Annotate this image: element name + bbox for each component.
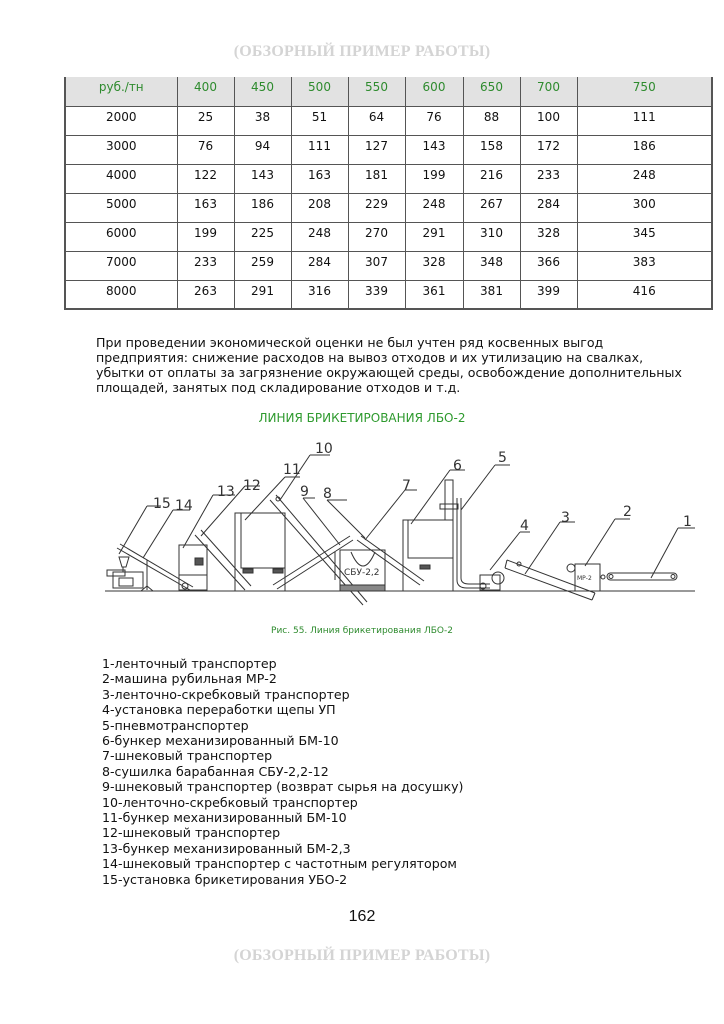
label-12: 12: [243, 478, 261, 494]
table-cell: 300: [577, 193, 712, 222]
table-row: [65, 222, 712, 251]
legend-item: 12-шнековый транспортер: [102, 825, 281, 841]
label-5: 5: [498, 450, 507, 466]
equipment-legend: [102, 656, 463, 887]
table-cell: 199: [177, 222, 234, 251]
label-3: 3: [561, 510, 570, 526]
label-2: 2: [623, 504, 632, 520]
legend-item: 5-пневмотранспортер: [102, 717, 249, 733]
svg-text:СБУ-2,2: СБУ-2,2: [344, 568, 380, 578]
table-cell: 163: [291, 164, 348, 193]
paragraph-line: При проведении экономической оценки не был учтен ряд косвенных выгод: [96, 335, 604, 350]
legend-item: 7-шнековый транспортер: [102, 748, 273, 764]
table-cell: 361: [405, 280, 463, 309]
table-cell: 186: [234, 193, 291, 222]
header-cell: 400: [177, 77, 234, 106]
table-row: [65, 251, 712, 280]
table-cell: 381: [463, 280, 520, 309]
legend-item: 10-ленточно-скребковый транспортер: [102, 794, 358, 810]
header-cell: 550: [348, 77, 405, 106]
table-cell: 186: [577, 135, 712, 164]
label-13: 13: [217, 484, 235, 500]
table-cell: 143: [234, 164, 291, 193]
legend-item: 4-установка переработки щепы УП: [102, 702, 336, 718]
header-cell: 700: [520, 77, 577, 106]
table-cell: 267: [463, 193, 520, 222]
table-cell: 263: [177, 280, 234, 309]
legend-item: 11-бункер механизированный БМ-10: [102, 810, 347, 826]
table-cell: 345: [577, 222, 712, 251]
table-cell: 225: [234, 222, 291, 251]
paragraph-line: убытки от оплаты за загрязнение окружающей среды, освобождение дополнительных: [96, 365, 682, 380]
table-cell: 4000: [65, 164, 177, 193]
table-cell: 316: [291, 280, 348, 309]
legend-item: 14-шнековый транспортер с частотным регулятором: [102, 856, 457, 872]
table-cell: 8000: [65, 280, 177, 309]
table-cell: 339: [348, 280, 405, 309]
table-cell: 199: [405, 164, 463, 193]
label-8: 8: [323, 486, 332, 502]
table-row: [65, 280, 712, 309]
table-cell: 328: [520, 222, 577, 251]
label-11: 11: [283, 462, 301, 478]
table-cell: 3000: [65, 135, 177, 164]
label-14: 14: [175, 498, 193, 514]
table-row: [65, 164, 712, 193]
svg-text:МР-2: МР-2: [577, 575, 592, 582]
table-cell: 172: [520, 135, 577, 164]
table-cell: 7000: [65, 251, 177, 280]
label-9: 9: [300, 484, 309, 500]
table-cell: 6000: [65, 222, 177, 251]
table-cell: 248: [577, 164, 712, 193]
legend-item: 9-шнековый транспортер (возврат сырья на досушку): [102, 779, 464, 795]
header-cell: 600: [405, 77, 463, 106]
legend-item: 13-бункер механизированный БМ-2,3: [102, 840, 351, 856]
table-row: [65, 135, 712, 164]
table-cell: 399: [520, 280, 577, 309]
paragraph-line: площадей, занятых под складирование отходов и т.д.: [96, 380, 461, 395]
header-cell: 650: [463, 77, 520, 106]
table-cell: 76: [177, 135, 234, 164]
legend-item: 1-ленточный транспортер: [102, 656, 277, 671]
table-cell: 291: [234, 280, 291, 309]
table-cell: 248: [405, 193, 463, 222]
legend-item: 8-сушилка барабанная СБУ-2,2-12: [102, 763, 329, 779]
table-cell: 229: [348, 193, 405, 222]
table-cell: 248: [291, 222, 348, 251]
price-table: [64, 77, 713, 310]
table-cell: 111: [577, 106, 712, 135]
table-cell: 208: [291, 193, 348, 222]
table-cell: 38: [234, 106, 291, 135]
table-cell: 64: [348, 106, 405, 135]
table-cell: 307: [348, 251, 405, 280]
table-cell: 284: [291, 251, 348, 280]
table-cell: 181: [348, 164, 405, 193]
watermark-bottom: (ОБЗОРНЫЙ ПРИМЕР РАБОТЫ): [233, 947, 491, 964]
briquetting-line-diagram: [95, 440, 695, 615]
table-cell: 291: [405, 222, 463, 251]
table-cell: 259: [234, 251, 291, 280]
figure-caption: Рис. 55. Линия брикетирования ЛБО-2: [271, 626, 453, 636]
table-row: [65, 106, 712, 135]
table-cell: 127: [348, 135, 405, 164]
legend-item: 3-ленточно-скребковый транспортер: [102, 686, 350, 702]
label-4: 4: [520, 518, 529, 534]
table-cell: 122: [177, 164, 234, 193]
label-7: 7: [402, 478, 411, 494]
table-cell: 416: [577, 280, 712, 309]
header-cell: 500: [291, 77, 348, 106]
label-1: 1: [683, 514, 692, 530]
legend-item: 15-установка брикетирования УБО-2: [102, 871, 348, 887]
table-cell: 100: [520, 106, 577, 135]
legend-item: 2-машина рубильная МР-2: [102, 671, 277, 687]
table-cell: 163: [177, 193, 234, 222]
paragraph-line: предприятия: снижение расходов на вывоз отходов и их утилизацию на свалках,: [96, 350, 644, 365]
table-cell: 111: [291, 135, 348, 164]
header-cell: 450: [234, 77, 291, 106]
watermark-top: (ОБЗОРНЫЙ ПРИМЕР РАБОТЫ): [233, 43, 491, 60]
table-cell: 233: [177, 251, 234, 280]
label-6: 6: [453, 458, 462, 474]
section-title: ЛИНИЯ БРИКЕТИРОВАНИЯ ЛБО-2: [258, 411, 466, 425]
table-cell: 5000: [65, 193, 177, 222]
body-paragraph: [96, 335, 696, 395]
header-cell: руб./тн: [65, 77, 177, 106]
table-cell: 25: [177, 106, 234, 135]
table-cell: 143: [405, 135, 463, 164]
label-10: 10: [315, 441, 333, 457]
table-cell: 383: [577, 251, 712, 280]
table-cell: 216: [463, 164, 520, 193]
legend-item: 6-бункер механизированный БМ-10: [102, 733, 339, 749]
header-cell: 750: [577, 77, 712, 106]
page-number: 162: [348, 908, 376, 925]
table-cell: 270: [348, 222, 405, 251]
table-cell: 51: [291, 106, 348, 135]
table-cell: 94: [234, 135, 291, 164]
table-cell: 284: [520, 193, 577, 222]
table-header-row: [65, 77, 712, 106]
table-cell: 310: [463, 222, 520, 251]
table-cell: 328: [405, 251, 463, 280]
table-cell: 76: [405, 106, 463, 135]
table-row: [65, 193, 712, 222]
table-cell: 2000: [65, 106, 177, 135]
table-cell: 158: [463, 135, 520, 164]
table-cell: 366: [520, 251, 577, 280]
table-cell: 348: [463, 251, 520, 280]
label-15: 15: [153, 496, 171, 512]
table-cell: 233: [520, 164, 577, 193]
table-cell: 88: [463, 106, 520, 135]
